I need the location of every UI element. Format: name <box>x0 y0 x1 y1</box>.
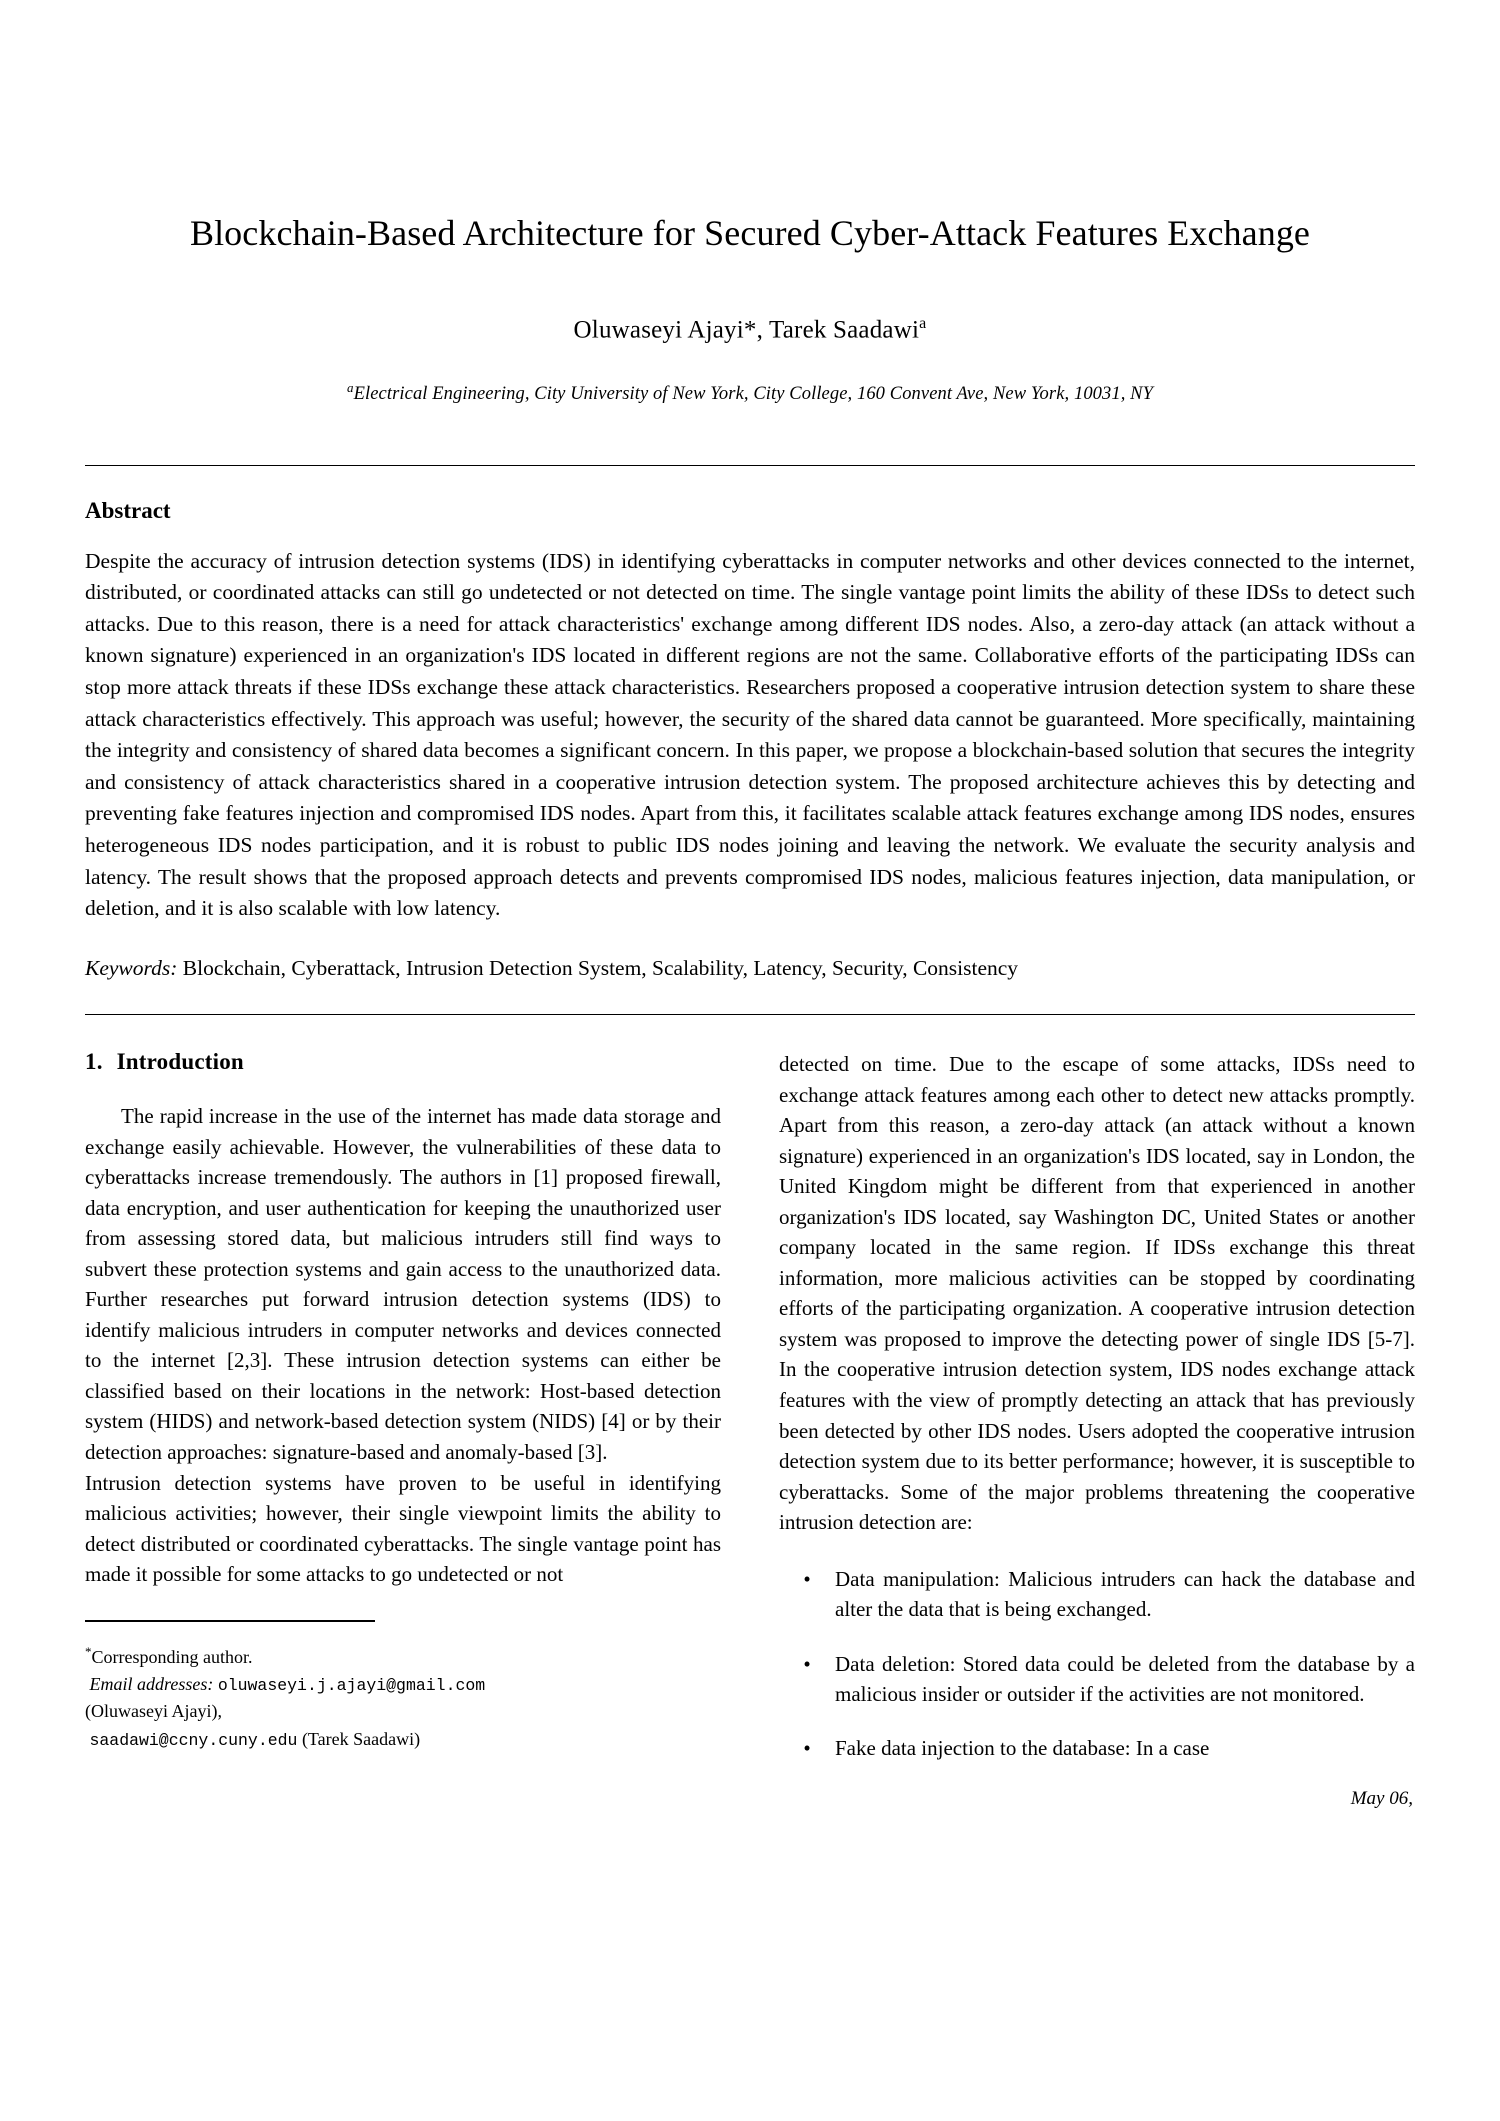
corresponding-author-note <box>85 1642 721 1671</box>
author-names: Oluwaseyi Ajayi*, Tarek Saadawi <box>573 316 920 344</box>
page-title: Blockchain-Based Architecture for Secured Cyber-Attack Features Exchange <box>189 213 1311 253</box>
keywords-line <box>85 953 1415 984</box>
page-footer-date: May 06, <box>1350 1787 1413 1809</box>
email-addresses-line <box>85 1671 721 1698</box>
email-owner-secondary: (Tarek Saadawi) <box>301 1728 421 1749</box>
intro-paragraph-3: detected on time. Due to the escape of some attacks, IDSs need to exchange attack features among each other to detect new attacks promptly. Apart from this reason, a zero-day attack (an attack without a known signature) experienced in an organization's IDS located, say in London, the United Kingdom might be different from that experienced in another organization's IDS located, say Washington DC, United States or another company located in the same region. If IDSs exchange this threat information, more malicious activities can be stopped by coordinating efforts of the participating organization. A cooperative intrusion detection system was proposed to improve the detecting power of single IDS [5-7]. In the cooperative intrusion detection system, IDS nodes exchange attack features with the view of promptly detecting an attack that has previously been detected by other IDS nodes. Users adopted the cooperative intrusion detection system due to its better performance; however, it is susceptible to cyberattacks. Some of the major problems threatening the cooperative intrusion detection are: <box>779 1051 1415 1535</box>
bullet-icon: • <box>803 1566 811 1591</box>
title-block <box>0 0 1500 405</box>
bullet-icon: • <box>803 1736 811 1761</box>
abstract-section <box>0 498 1500 984</box>
asterisk-marker: * <box>85 1643 92 1659</box>
email-secondary-line <box>85 1726 721 1753</box>
list-item <box>779 1733 1415 1763</box>
affiliation-text: Electrical Engineering, City University of New York, City College, 160 Convent Ave, New York, 10031, NY <box>353 383 1153 404</box>
abstract-heading: Abstract <box>85 497 171 523</box>
divider-below-keywords <box>85 1014 1415 1015</box>
bullet-icon: • <box>803 1651 811 1676</box>
section-number: 1. <box>85 1048 103 1074</box>
author-affiliation-marker: a <box>919 315 927 333</box>
footnote-divider <box>85 1620 375 1622</box>
email-owner-primary: (Oluwaseyi Ajayi), <box>85 1701 222 1722</box>
email-link-primary[interactable]: oluwaseyi.j.ajayi@gmail.com <box>217 1676 486 1696</box>
problem-bullet-list <box>779 1564 1415 1764</box>
footnote-block <box>85 1620 721 1753</box>
list-item <box>779 1649 1415 1710</box>
right-column <box>779 1049 1415 1810</box>
intro-paragraph-1: The rapid increase in the use of the internet has made data storage and exchange easily achievable. However, the vulnerabilities of these data to cyberattacks increase tremendously. The authors in [1] proposed firewall, data encryption, and user authentication for keeping the unauthorized user from assessing stored data, but malicious intruders still find ways to subvert these protection systems and gain access to the unauthorized data. Further researches put forward intrusion detection systems (IDS) to identify malicious intruders in computer networks and devices connected to the internet [2,3]. These intrusion detection systems can either be classified based on their locations in the network: Host-based detection system (HIDS) and network-based detection system (NIDS) [4] or by their detection approaches: signature-based and anomaly-based [3]. <box>85 1103 721 1464</box>
affiliation <box>150 380 1350 405</box>
left-column <box>85 1049 721 1810</box>
section-heading-introduction <box>85 1049 721 1075</box>
corresponding-author-text: Corresponding author. <box>91 1646 253 1667</box>
intro-paragraph-2: Intrusion detection systems have proven to be useful in identifying malicious activities; however, their single viewpoint limits the ability to detect distributed or coordinated cyberattacks. The single vantage point has made it possible for some attacks to go undetected or not <box>85 1470 721 1587</box>
section-title: Introduction <box>116 1048 244 1074</box>
keywords-value: Blockchain, Cyberattack, Intrusion Detection System, Scalability, Latency, Security, Consistency <box>177 955 1019 980</box>
two-column-body <box>0 1049 1500 1810</box>
bullet-text: Data manipulation: Malicious intruders can hack the database and alter the data that is being exchanged. <box>835 1566 1415 1622</box>
divider-above-abstract <box>85 465 1415 466</box>
keywords-label: Keywords: <box>85 955 178 980</box>
author-list <box>150 315 1350 344</box>
list-item <box>779 1564 1415 1625</box>
email-link-secondary[interactable]: saadawi@ccny.cuny.edu <box>89 1730 298 1750</box>
abstract-text: Despite the accuracy of intrusion detection systems (IDS) in identifying cyberattacks in computer networks and other devices connected to the internet, distributed, or coordinated attacks can still go undetected or not detected on time. The single vantage point limits the ability of these IDSs to detect such attacks. Due to this reason, there is a need for attack characteristics' exchange among different IDS nodes. Also, a zero-day attack (an attack without a known signature) experienced in an organization's IDS located in different regions are not the same. Collaborative efforts of the participating IDSs can stop more attack threats if these IDSs exchange these attack characteristics. Researchers proposed a cooperative intrusion detection system to share these attack characteristics effectively. This approach was useful; however, the security of the shared data cannot be guaranteed. More specifically, maintaining the integrity and consistency of shared data becomes a significant concern. In this paper, we propose a blockchain-based solution that secures the integrity and consistency of attack characteristics shared in a cooperative intrusion detection system. The proposed architecture achieves this by detecting and preventing fake features injection and compromised IDS nodes. Apart from this, it facilitates scalable attack features exchange among IDS nodes, ensures heterogeneous IDS nodes participation, and it is robust to public IDS nodes joining and leaving the network. We evaluate the security analysis and latency. The result shows that the proposed approach detects and prevents compromised IDS nodes, malicious features injection, data manipulation, or deletion, and it is also scalable with low latency. <box>85 548 1415 921</box>
affiliation-marker: a <box>346 379 354 395</box>
email-addresses-label: Email addresses: <box>89 1674 214 1695</box>
bullet-text: Data deletion: Stored data could be deleted from the database by a malicious insider or outsider if the activities are not monitored. <box>835 1651 1415 1707</box>
bullet-text: Fake data injection to the database: In a case <box>835 1736 1210 1761</box>
